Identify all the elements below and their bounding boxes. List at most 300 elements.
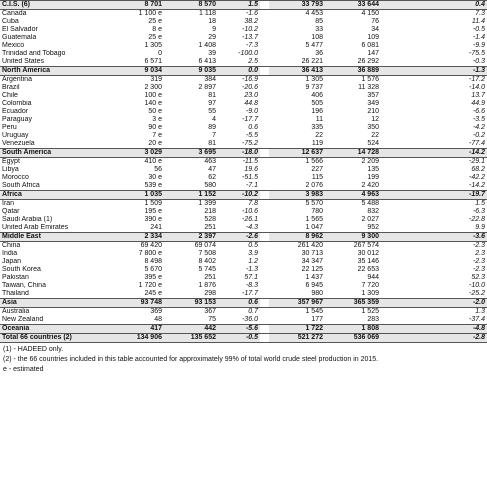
month-pct-change: -10.6 — [242, 208, 258, 215]
table-row — [0, 132, 487, 140]
month-current-value: 195 e — [144, 208, 162, 215]
column-spacer — [260, 132, 269, 140]
ytd-previous-value: 22 — [371, 132, 379, 139]
country-name: China — [2, 242, 21, 249]
month-current-value: 1 100 e — [138, 10, 162, 17]
table-row — [0, 224, 487, 233]
column-spacer — [260, 258, 269, 266]
column-spacer — [260, 308, 269, 317]
ytd-previous-value: 952 — [367, 224, 379, 231]
column-spacer — [260, 92, 269, 100]
month-pct-change: -5.5 — [245, 132, 258, 139]
ytd-previous-value: 1 576 — [361, 76, 379, 83]
column-spacer — [260, 216, 269, 224]
month-pct-change: 2.5 — [248, 58, 258, 65]
ytd-previous-value: 1 525 — [361, 308, 379, 315]
table-row — [0, 34, 487, 42]
country-name: Guatemala — [2, 34, 37, 41]
month-previous-value: 89 — [208, 124, 216, 131]
ytd-current-value: 85 — [315, 18, 323, 25]
table-row — [0, 308, 487, 317]
ytd-previous-value: 4 963 — [325, 191, 381, 200]
month-pct-change: -51.5 — [242, 174, 258, 181]
table-row — [0, 182, 487, 191]
ytd-current-value: 521 272 — [269, 334, 325, 343]
month-pct-change: -2.6 — [218, 233, 260, 242]
ytd-current-value: 335 — [311, 124, 323, 131]
ytd-pct-change: -14.0 — [469, 84, 485, 91]
country-name: South Korea — [2, 266, 41, 273]
month-previous-value: 384 — [204, 76, 216, 83]
ytd-pct-change: -6.6 — [472, 108, 485, 115]
month-pct-change: -100.0 — [238, 50, 258, 57]
month-current-value: 50 e — [148, 108, 162, 115]
month-current-value: 1 035 — [110, 191, 164, 200]
month-current-value: 90 e — [148, 124, 162, 131]
column-spacer — [260, 1, 269, 10]
ytd-pct-change: 1.5 — [475, 200, 485, 207]
ytd-current-value: 33 793 — [269, 1, 325, 10]
month-current-value: 56 — [154, 166, 162, 173]
ytd-previous-value: 350 — [367, 124, 379, 131]
month-previous-value: 5 745 — [198, 266, 216, 273]
month-pct-change: 44.8 — [244, 100, 258, 107]
region-subtotal-row — [0, 325, 487, 334]
country-name: United Arab Emirates — [2, 224, 69, 231]
ytd-previous-value: 26 292 — [357, 58, 379, 65]
ytd-pct-change: -0.2 — [472, 132, 485, 139]
ytd-current-value: 1 565 — [305, 216, 323, 223]
ytd-current-value: 227 — [311, 166, 323, 173]
month-pct-change: 38.2 — [244, 18, 258, 25]
column-spacer — [260, 140, 269, 149]
month-pct-change: 1.2 — [248, 258, 258, 265]
column-spacer — [260, 174, 269, 182]
table-row — [0, 116, 487, 124]
ytd-current-value: 1 047 — [305, 224, 323, 231]
country-name: Iran — [2, 200, 15, 207]
country-name: Oceania — [0, 325, 110, 334]
column-spacer — [260, 158, 269, 167]
column-spacer — [260, 10, 269, 19]
ytd-current-value: 505 — [311, 100, 323, 107]
ytd-current-value: 33 — [315, 26, 323, 33]
column-spacer — [260, 316, 269, 325]
ytd-previous-value: 12 — [371, 116, 379, 123]
column-spacer — [260, 58, 269, 67]
month-pct-change: 3.9 — [248, 250, 258, 257]
month-current-value: 417 — [110, 325, 164, 334]
ytd-previous-value: 76 — [371, 18, 379, 25]
country-name: United States — [2, 58, 45, 65]
column-spacer — [260, 274, 269, 282]
ytd-pct-change: -1.3 — [381, 67, 487, 76]
ytd-pct-change: -19.7 — [381, 191, 487, 200]
table-row — [0, 58, 487, 67]
ytd-current-value: 36 — [315, 50, 323, 57]
month-previous-value: 39 — [208, 50, 216, 57]
ytd-pct-change: -29.1 — [469, 158, 485, 165]
ytd-current-value: 357 967 — [269, 299, 325, 308]
month-current-value: 3 e — [152, 116, 162, 123]
ytd-previous-value: 283 — [367, 316, 379, 323]
column-spacer — [260, 282, 269, 290]
month-previous-value: 8 570 — [164, 1, 218, 10]
table-row — [0, 242, 487, 251]
column-spacer — [260, 76, 269, 85]
country-name: Middle East — [0, 233, 110, 242]
month-pct-change: 0.5 — [248, 242, 258, 249]
country-name: Peru — [2, 124, 17, 131]
country-name: Paraguay — [2, 116, 32, 123]
column-spacer — [260, 116, 269, 124]
month-current-value: 69 420 — [140, 242, 162, 249]
month-current-value: 1 720 e — [138, 282, 162, 289]
month-previous-value: 218 — [204, 208, 216, 215]
month-current-value: 390 e — [144, 216, 162, 223]
country-name: Taiwan, China — [2, 282, 46, 289]
ytd-current-value: 196 — [311, 108, 323, 115]
ytd-current-value: 5 477 — [305, 42, 323, 49]
column-spacer — [260, 233, 269, 242]
ytd-previous-value: 524 — [367, 140, 379, 147]
ytd-current-value: 26 221 — [301, 58, 323, 65]
month-current-value: 100 e — [144, 92, 162, 99]
month-current-value: 9 034 — [110, 67, 164, 76]
month-pct-change: -20.6 — [242, 84, 258, 91]
ytd-previous-value: 267 574 — [353, 242, 379, 249]
ytd-current-value: 4 453 — [305, 10, 323, 17]
month-previous-value: 55 — [208, 108, 216, 115]
column-spacer — [260, 200, 269, 209]
ytd-pct-change: 52.3 — [471, 274, 485, 281]
month-current-value: 319 — [150, 76, 162, 83]
month-previous-value: 2 897 — [198, 84, 216, 91]
table-row — [0, 92, 487, 100]
column-spacer — [260, 299, 269, 308]
month-pct-change: -7.3 — [245, 42, 258, 49]
month-pct-change: -10.2 — [218, 191, 260, 200]
column-spacer — [260, 191, 269, 200]
month-pct-change: -26.1 — [242, 216, 258, 223]
column-spacer — [260, 124, 269, 132]
ytd-current-value: 1 305 — [305, 76, 323, 83]
month-pct-change: -5.6 — [218, 325, 260, 334]
table-row — [0, 290, 487, 299]
table-row — [0, 10, 487, 19]
country-name: Pakistan — [2, 274, 29, 281]
month-previous-value: 528 — [204, 216, 216, 223]
country-name: Africa — [0, 191, 110, 200]
ytd-current-value: 3 983 — [269, 191, 325, 200]
table-row — [0, 250, 487, 258]
ytd-previous-value: 357 — [367, 92, 379, 99]
ytd-previous-value: 349 — [367, 100, 379, 107]
month-pct-change: -16.9 — [242, 76, 258, 83]
month-pct-change: 0.6 — [248, 124, 258, 131]
ytd-previous-value: 365 359 — [325, 299, 381, 308]
month-pct-change: -17.7 — [242, 116, 258, 123]
ytd-previous-value: 1 309 — [361, 290, 379, 297]
country-name: Egypt — [2, 158, 20, 165]
month-pct-change: 1.5 — [218, 1, 260, 10]
month-previous-value: 29 — [208, 34, 216, 41]
month-previous-value: 2 397 — [164, 233, 218, 242]
month-previous-value: 1 118 — [199, 10, 216, 17]
ytd-current-value: 2 076 — [305, 182, 323, 189]
month-previous-value: 9 035 — [164, 67, 218, 76]
ytd-current-value: 22 125 — [301, 266, 323, 273]
ytd-previous-value: 36 889 — [325, 67, 381, 76]
country-name: Cuba — [2, 18, 19, 25]
country-name: Thailand — [2, 290, 29, 297]
ytd-previous-value: 5 488 — [361, 200, 379, 207]
table-row — [0, 166, 487, 174]
column-spacer — [260, 182, 269, 191]
month-pct-change: -36.0 — [242, 316, 258, 323]
month-previous-value: 9 — [212, 26, 216, 33]
table-row — [0, 282, 487, 290]
country-name: Asia — [0, 299, 110, 308]
column-spacer — [260, 67, 269, 76]
column-spacer — [260, 42, 269, 50]
country-name: Argentina — [2, 76, 32, 83]
country-name: New Zealand — [2, 316, 44, 323]
ytd-previous-value: 9 300 — [325, 233, 381, 242]
ytd-previous-value: 2 209 — [361, 158, 379, 165]
ytd-pct-change: 11.4 — [471, 18, 485, 25]
ytd-pct-change: -0.5 — [472, 26, 485, 33]
ytd-previous-value: 30 012 — [357, 250, 379, 257]
region-subtotal-row — [0, 191, 487, 200]
month-previous-value: 367 — [204, 308, 216, 315]
column-spacer — [260, 34, 269, 42]
column-spacer — [260, 100, 269, 108]
ytd-pct-change: -4.2 — [472, 124, 485, 131]
ytd-pct-change: -14.2 — [469, 182, 485, 189]
month-pct-change: -75.2 — [242, 140, 258, 147]
month-current-value: 8 498 — [144, 258, 162, 265]
column-spacer — [260, 18, 269, 26]
table-row — [0, 140, 487, 149]
month-current-value: 2 300 — [144, 84, 162, 91]
month-current-value: 1 509 — [144, 200, 162, 207]
ytd-pct-change: -14.2 — [381, 149, 487, 158]
month-previous-value: 18 — [208, 18, 216, 25]
table-row — [0, 108, 487, 116]
month-previous-value: 251 — [204, 224, 216, 231]
month-pct-change: -18.0 — [218, 149, 260, 158]
month-pct-change: 0.6 — [218, 299, 260, 308]
column-spacer — [260, 26, 269, 34]
month-previous-value: 298 — [204, 290, 216, 297]
footnotes — [0, 343, 487, 375]
ytd-pct-change: 9.9 — [475, 224, 485, 231]
country-name: Trinidad and Tobago — [2, 50, 66, 57]
month-current-value: 25 e — [148, 34, 162, 41]
column-spacer — [260, 208, 269, 216]
month-pct-change: 57.1 — [244, 274, 258, 281]
month-previous-value: 3 695 — [164, 149, 218, 158]
month-current-value: 7 800 e — [138, 250, 162, 257]
ytd-pct-change: -77.4 — [469, 140, 485, 147]
month-previous-value: 7 508 — [198, 250, 216, 257]
table-row — [0, 258, 487, 266]
region-subtotal-row — [0, 299, 487, 308]
table-row — [0, 50, 487, 58]
country-name: North America — [0, 67, 110, 76]
ytd-pct-change: -75.5 — [469, 50, 485, 57]
country-name: Colombia — [2, 100, 32, 107]
country-name: Morocco — [2, 174, 29, 181]
month-current-value: 6 571 — [144, 58, 162, 65]
country-name: India — [2, 250, 18, 257]
ytd-pct-change: 44.9 — [471, 100, 485, 107]
country-name: Chile — [2, 92, 18, 99]
ytd-current-value: 1 437 — [305, 274, 323, 281]
month-current-value: 30 e — [148, 174, 162, 181]
country-name: Canada — [2, 10, 27, 17]
ytd-previous-value: 199 — [367, 174, 379, 181]
ytd-previous-value: 210 — [367, 108, 379, 115]
ytd-current-value: 9 737 — [305, 84, 323, 91]
table-row — [0, 266, 487, 274]
ytd-previous-value: 7 720 — [361, 282, 379, 289]
month-pct-change: 7.8 — [248, 200, 258, 207]
month-pct-change: -10.2 — [242, 26, 258, 33]
month-previous-value: 580 — [204, 182, 216, 189]
ytd-pct-change: -42.2 — [469, 174, 485, 181]
ytd-pct-change: -6.3 — [472, 208, 485, 215]
ytd-current-value: 1 545 — [305, 308, 323, 315]
ytd-pct-change: -2.3 — [472, 266, 485, 273]
month-current-value: 5 670 — [144, 266, 162, 273]
month-current-value: 48 — [154, 316, 162, 323]
month-current-value: 140 e — [144, 100, 162, 107]
ytd-pct-change: -1.4 — [472, 34, 485, 41]
column-spacer — [260, 290, 269, 299]
ytd-pct-change: -3.6 — [381, 233, 487, 242]
month-current-value: 93 748 — [110, 299, 164, 308]
country-name: El Salvador — [2, 26, 38, 33]
table-row — [0, 124, 487, 132]
month-current-value: 395 e — [144, 274, 162, 281]
ytd-current-value: 119 — [311, 140, 323, 147]
month-pct-change: 19.6 — [244, 166, 258, 173]
ytd-pct-change: 13.7 — [471, 92, 485, 99]
table-row — [0, 274, 487, 282]
column-spacer — [260, 250, 269, 258]
table-row — [0, 100, 487, 108]
month-pct-change: -13.7 — [242, 34, 258, 41]
table-row — [0, 158, 487, 167]
month-previous-value: 251 — [204, 274, 216, 281]
ytd-pct-change: -37.4 — [469, 316, 485, 323]
month-current-value: 1 305 — [144, 42, 162, 49]
ytd-current-value: 108 — [311, 34, 323, 41]
ytd-current-value: 177 — [311, 316, 323, 323]
month-pct-change: -8.3 — [245, 282, 258, 289]
table-row — [0, 200, 487, 209]
ytd-pct-change: 1.3 — [475, 308, 485, 315]
ytd-previous-value: 135 — [367, 166, 379, 173]
country-name: South Africa — [2, 182, 40, 189]
country-name: Japan — [2, 258, 22, 265]
ytd-pct-change: 7.3 — [475, 10, 485, 17]
ytd-pct-change: -9.9 — [472, 42, 485, 49]
footnote-coverage: (2) - the 66 countries included in this table accounted for approximately 99% of total world crude steel production in 2015. — [3, 356, 379, 363]
month-current-value: 0 — [158, 50, 162, 57]
month-previous-value: 1 152 — [164, 191, 218, 200]
country-name: Brazil — [2, 84, 20, 91]
ytd-pct-change: -4.8 — [381, 325, 487, 334]
month-previous-value: 47 — [208, 166, 216, 173]
ytd-pct-change: -17.2 — [469, 76, 485, 83]
column-spacer — [260, 325, 269, 334]
country-name: Venezuela — [2, 140, 35, 147]
column-spacer — [260, 108, 269, 116]
ytd-previous-value: 109 — [367, 34, 379, 41]
month-previous-value: 463 — [204, 158, 216, 165]
month-previous-value: 81 — [208, 92, 216, 99]
ytd-current-value: 36 413 — [269, 67, 325, 76]
table-row — [0, 216, 487, 224]
ytd-previous-value: 4 150 — [361, 10, 379, 17]
ytd-previous-value: 33 644 — [325, 1, 381, 10]
month-previous-value: 7 — [212, 132, 216, 139]
ytd-pct-change: -0.3 — [472, 58, 485, 65]
country-name: Libya — [2, 166, 19, 173]
country-name: Total 66 countries (2) — [0, 334, 110, 343]
month-previous-value: 69 074 — [194, 242, 216, 249]
ytd-current-value: 11 — [315, 116, 323, 123]
table-row — [0, 26, 487, 34]
month-current-value: 241 — [150, 224, 162, 231]
ytd-pct-change: -10.0 — [469, 282, 485, 289]
ytd-previous-value: 35 146 — [357, 258, 379, 265]
ytd-current-value: 115 — [311, 174, 323, 181]
month-pct-change: 0.0 — [218, 67, 260, 76]
ytd-current-value: 406 — [311, 92, 323, 99]
ytd-current-value: 5 570 — [305, 200, 323, 207]
table-row — [0, 76, 487, 85]
column-spacer — [260, 84, 269, 92]
month-current-value: 20 e — [148, 140, 162, 147]
month-previous-value: 135 652 — [164, 334, 218, 343]
month-previous-value: 1 876 — [198, 282, 216, 289]
month-previous-value: 8 402 — [198, 258, 216, 265]
column-spacer — [260, 266, 269, 274]
ytd-current-value: 1 722 — [269, 325, 325, 334]
month-pct-change: 23.0 — [244, 92, 258, 99]
month-previous-value: 93 153 — [164, 299, 218, 308]
month-pct-change: -17.7 — [242, 290, 258, 297]
ytd-pct-change: -2.0 — [381, 299, 487, 308]
month-pct-change: -1.3 — [245, 266, 258, 273]
ytd-current-value: 980 — [311, 290, 323, 297]
month-previous-value: 62 — [208, 174, 216, 181]
ytd-previous-value: 1 808 — [325, 325, 381, 334]
column-spacer — [260, 224, 269, 233]
ytd-previous-value: 2 420 — [361, 182, 379, 189]
month-previous-value: 6 413 — [198, 58, 216, 65]
ytd-pct-change: -3.5 — [472, 116, 485, 123]
ytd-pct-change: -2.3 — [472, 258, 485, 265]
month-pct-change: 0.7 — [248, 308, 258, 315]
month-current-value: 245 e — [144, 290, 162, 297]
ytd-pct-change: -25.2 — [469, 290, 485, 297]
ytd-previous-value: 832 — [367, 208, 379, 215]
